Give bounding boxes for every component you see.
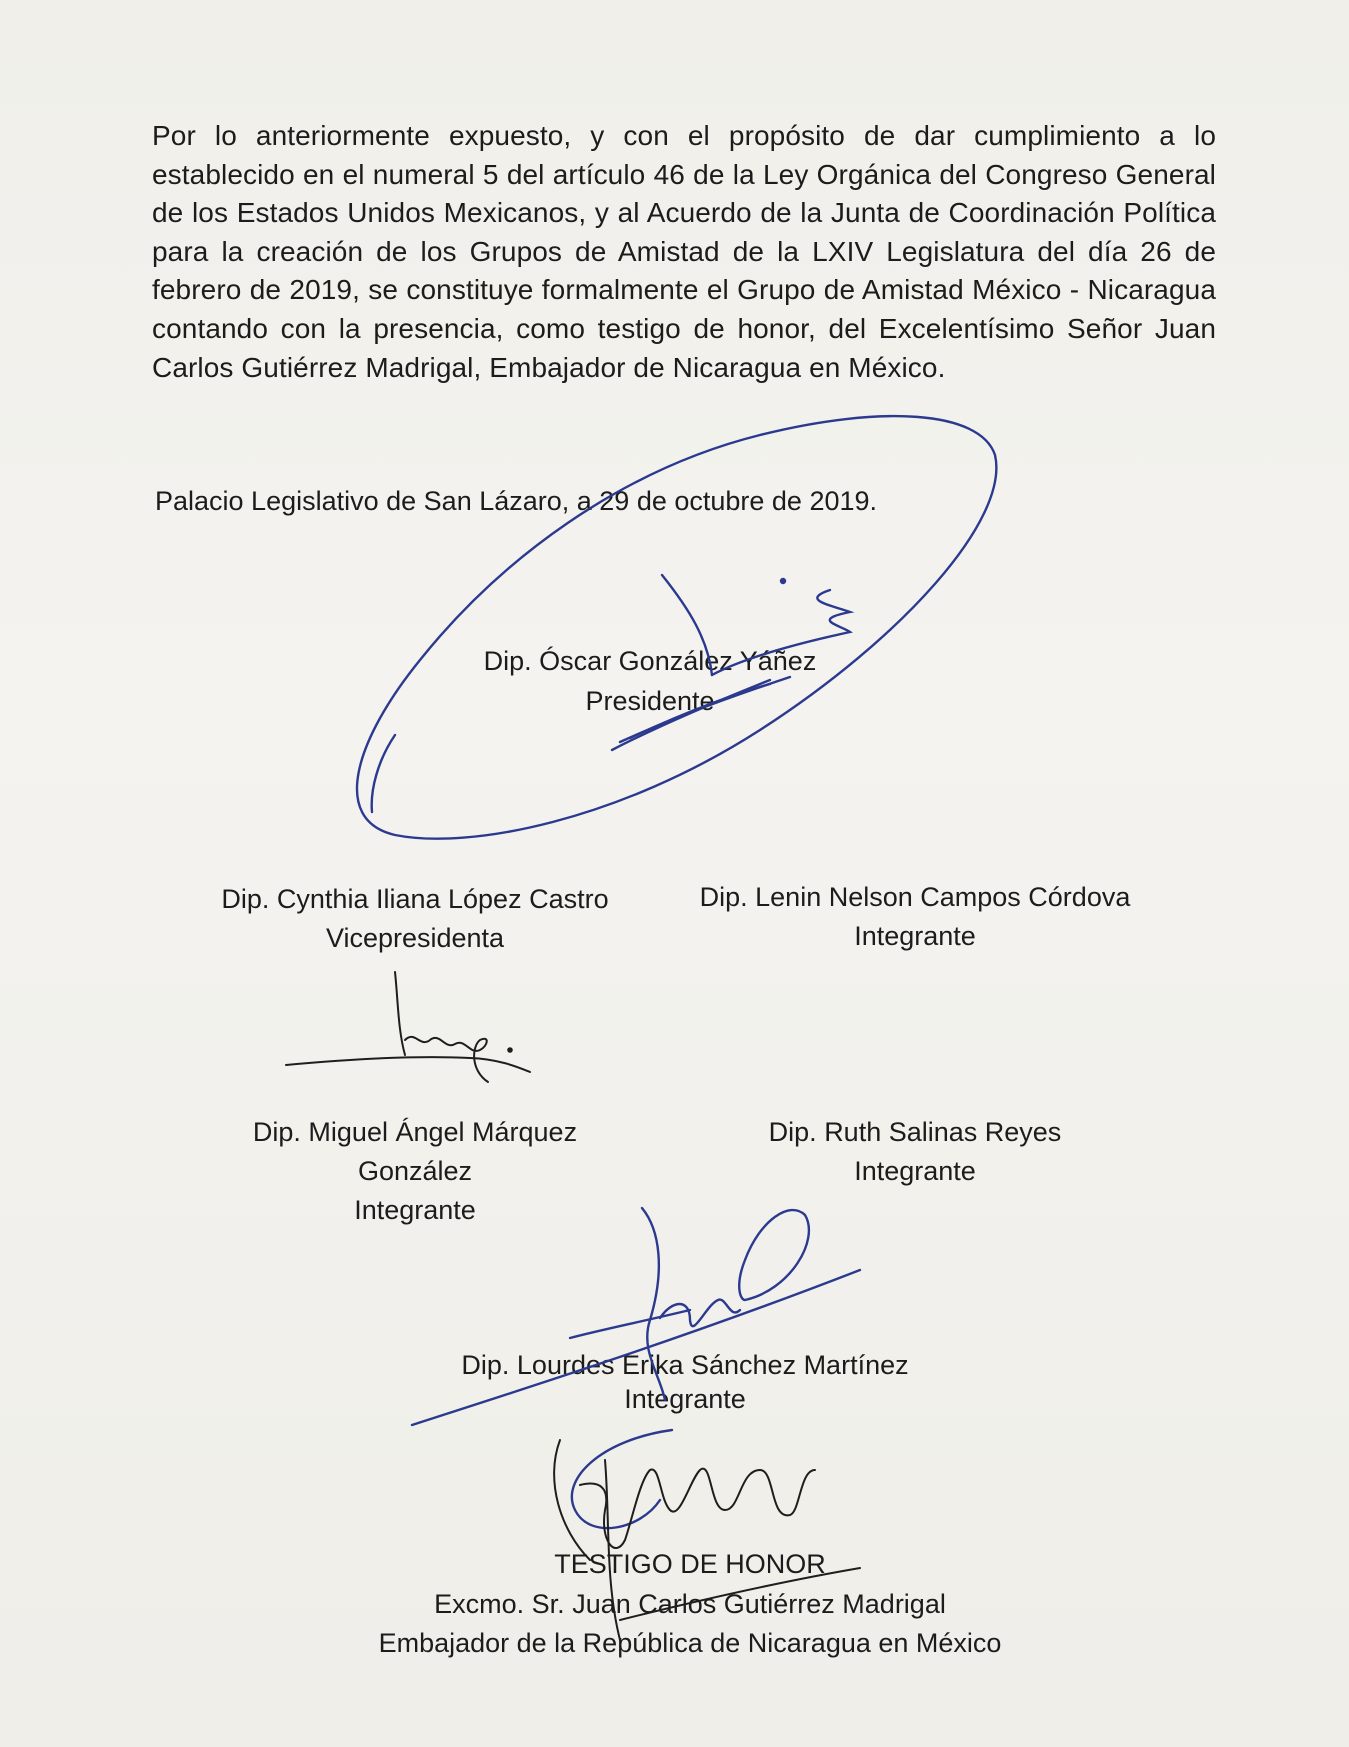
honor-witness-heading: TESTIGO DE HONOR xyxy=(554,1549,826,1579)
honor-witness-name: Excmo. Sr. Juan Carlos Gutiérrez Madrigal xyxy=(434,1589,946,1619)
member-ruth-name: Dip. Ruth Salinas Reyes xyxy=(768,1117,1062,1147)
body-paragraph: Por lo anteriormente expuesto, y con el propósito de dar cumplimiento a lo establecido en el numeral 5 del artículo 46 de la Ley Orgánica del Congreso General de los Estados Unidos Mexicanos, y al Acuerdo de la Junta de Coordinación Política para la creación de los Grupos de Amistad de la LXIV Legislatura del día 26 de febrero de 2019, se constituye formalmente el Grupo de Amistad México - Nicaragua contando con la presencia, como testigo de honor, del Excelentísimo Señor Juan Carlos Gutiérrez Madrigal, Embajador de Nicaragua en México. xyxy=(152,120,1216,383)
member-miguel-role: Integrante xyxy=(354,1195,476,1225)
member-lenin-role: Integrante xyxy=(854,921,976,951)
member-ruth-role: Integrante xyxy=(854,1156,976,1186)
president-name: Dip. Óscar González Yáñez xyxy=(483,646,817,676)
member-lourdes-role: Integrante xyxy=(624,1384,746,1414)
place-and-date: Palacio Legislativo de San Lázaro, a 29 de octubre de 2019. xyxy=(155,486,878,516)
president-signature xyxy=(357,416,996,839)
vice-president-signature xyxy=(286,972,530,1082)
member-miguel-name-line1: Dip. Miguel Ángel Márquez xyxy=(252,1117,578,1147)
honor-witness-title: Embajador de la República de Nicaragua en México xyxy=(378,1628,1002,1658)
vice-president-name: Dip. Cynthia Iliana López Castro xyxy=(221,884,609,914)
vice-president-role: Vicepresidenta xyxy=(325,923,505,953)
member-lourdes-name: Dip. Lourdes Erika Sánchez Martínez xyxy=(461,1350,909,1380)
member-miguel-name-line2: González xyxy=(357,1156,473,1186)
member-lenin-name: Dip. Lenin Nelson Campos Córdova xyxy=(699,882,1131,912)
president-role: Presidente xyxy=(585,686,715,716)
